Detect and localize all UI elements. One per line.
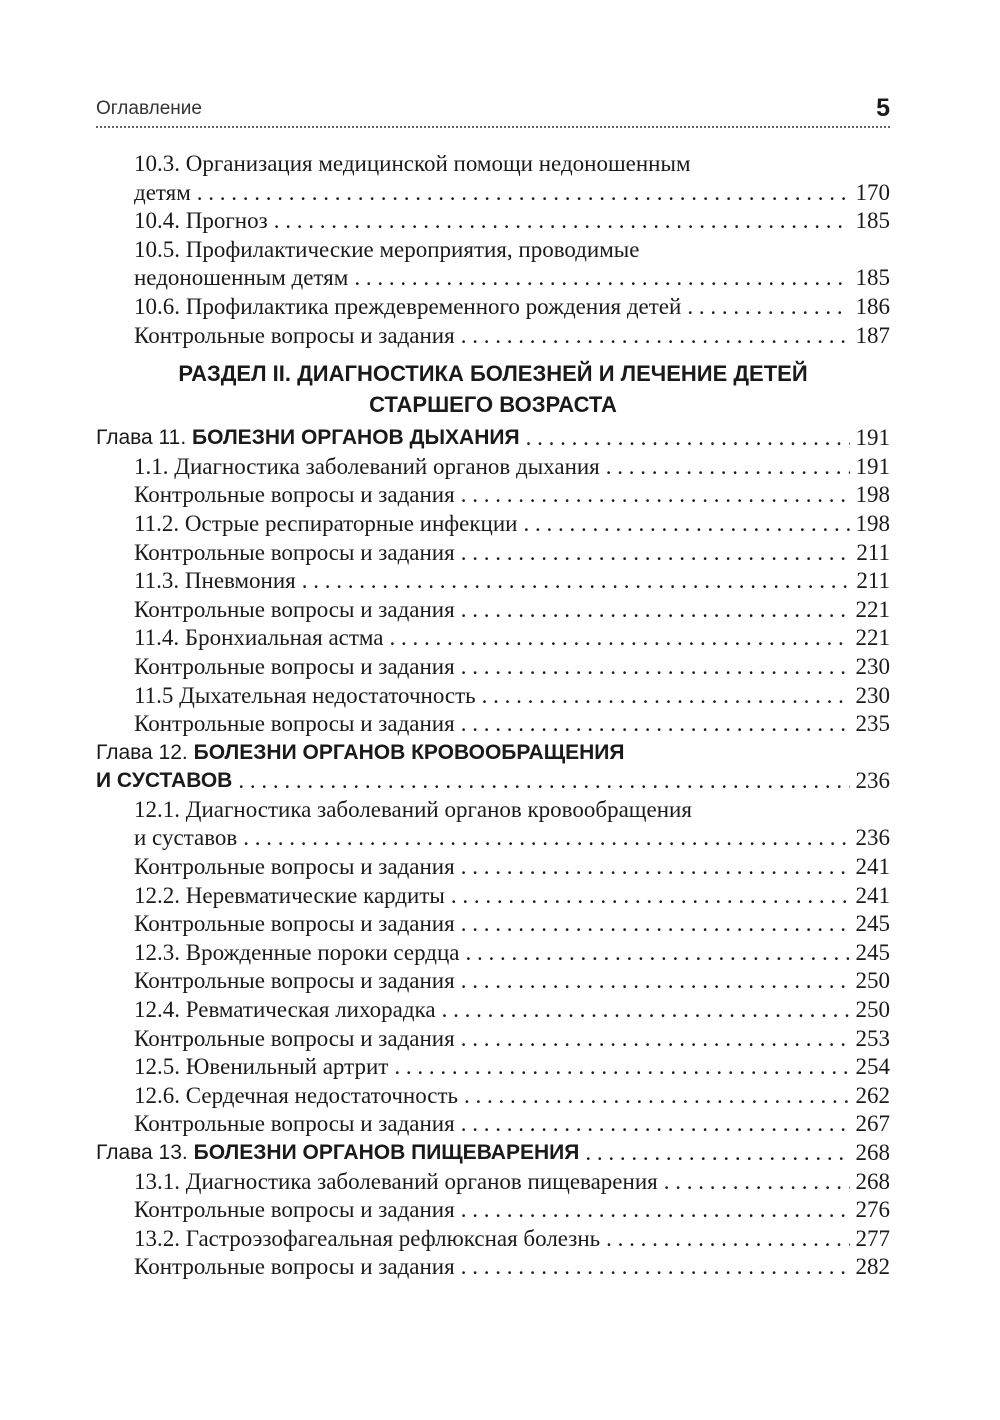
dot-leader — [461, 1025, 850, 1054]
dot-leader — [461, 910, 850, 939]
chapter-prefix: Глава 13. — [96, 1141, 188, 1164]
toc-entry-text: 11.3. Пневмония — [134, 568, 296, 594]
toc-entry — [96, 207, 890, 236]
toc-entry — [96, 624, 890, 653]
toc-entry — [96, 1053, 890, 1082]
toc-entry — [96, 824, 890, 853]
toc-entry — [96, 453, 890, 482]
toc-page-number: 241 — [855, 854, 890, 880]
dot-leader — [461, 596, 850, 625]
toc-entry-text: 13.1. Диагностика заболеваний органов пищеварения — [134, 1168, 658, 1194]
toc-entry-text: Контрольные вопросы и задания — [134, 539, 455, 565]
chapter-entry-line — [96, 739, 890, 768]
toc-page-number: 277 — [855, 1225, 890, 1251]
toc-entry — [96, 1082, 890, 1111]
dot-leader — [238, 767, 849, 796]
dot-leader — [461, 1110, 850, 1139]
dot-leader — [523, 510, 849, 539]
toc-entry-line — [96, 796, 890, 825]
toc-page-number: 187 — [855, 322, 890, 348]
toc-page-number: 230 — [855, 653, 890, 679]
toc-entry-text: 12.3. Врожденные пороки сердца — [134, 939, 460, 965]
toc-entry-text: Контрольные вопросы и задания — [134, 322, 455, 348]
toc-page-number: 185 — [855, 265, 890, 291]
chapter-entry — [96, 1139, 890, 1168]
toc-page-number: 191 — [855, 453, 890, 479]
running-head — [96, 94, 890, 134]
table-of-contents — [96, 150, 890, 1282]
toc-page-number: 236 — [855, 768, 890, 794]
toc-page-number: 250 — [855, 997, 890, 1023]
toc-page-number: 268 — [855, 1140, 890, 1165]
chapter-entry — [96, 767, 890, 796]
toc-entry — [96, 939, 890, 968]
toc-page-number: 235 — [855, 711, 890, 737]
toc-entry — [96, 853, 890, 882]
dot-leader — [461, 853, 850, 882]
dot-leader — [461, 967, 850, 996]
section-heading — [96, 350, 890, 424]
toc-entry-text: 11.2. Острые респираторные инфекции — [134, 510, 518, 536]
toc-entry — [96, 264, 890, 293]
dot-leader — [461, 653, 850, 682]
toc-entry-text: 11.5 Дыхательная недостаточность — [134, 682, 476, 708]
dot-leader — [585, 1139, 849, 1168]
dot-leader — [664, 1168, 850, 1197]
toc-entry-text: 12.5. Ювенильный артрит — [134, 1054, 389, 1080]
running-head-title: Оглавление — [96, 98, 202, 119]
toc-entry-line — [96, 150, 890, 179]
dot-leader — [461, 1253, 850, 1282]
section-heading-line: СТАРШЕГО ВОЗРАСТА — [369, 392, 617, 418]
toc-entry-text: 12.6. Сердечная недостаточность — [134, 1082, 459, 1108]
chapter-prefix: Глава 11. — [96, 426, 187, 450]
toc-entry-text: детям — [134, 179, 191, 205]
toc-page-number: 198 — [855, 482, 890, 508]
toc-entry — [96, 596, 890, 625]
toc-entry — [96, 682, 890, 711]
toc-page-number: 276 — [855, 1197, 890, 1223]
dot-leader — [442, 996, 850, 1025]
dot-leader — [461, 1196, 850, 1225]
toc-page-number: 254 — [855, 1054, 890, 1080]
toc-entry — [96, 996, 890, 1025]
toc-entry-text: Контрольные вопросы и задания — [134, 854, 455, 880]
chapter-title: БОЛЕЗНИ ОРГАНОВ КРОВООБРАЩЕНИЯ — [193, 740, 625, 764]
toc-page-number: 221 — [855, 596, 890, 622]
dotted-rule — [96, 126, 890, 128]
toc-entry — [96, 1225, 890, 1254]
book-page — [96, 0, 890, 1420]
dot-leader — [466, 939, 850, 968]
toc-entry — [96, 539, 890, 568]
toc-page-number: 262 — [855, 1082, 890, 1108]
dot-leader — [302, 567, 851, 596]
toc-page-number: 185 — [855, 208, 890, 234]
toc-entry-text: 10.5. Профилактические мероприятия, проводимые — [134, 236, 640, 262]
toc-page-number: 221 — [855, 625, 890, 651]
toc-page-number: 245 — [855, 939, 890, 965]
dot-leader — [461, 710, 850, 739]
toc-entry-text: Контрольные вопросы и задания — [134, 911, 455, 937]
toc-page-number: 186 — [855, 293, 890, 319]
dot-leader — [274, 207, 850, 236]
toc-entry-text: 12.1. Диагностика заболеваний органов кровообращения — [134, 796, 692, 822]
toc-entry-text: Контрольные вопросы и задания — [134, 1254, 455, 1280]
toc-entry-text: 10.6. Профилактика преждевременного рождения детей — [134, 293, 682, 319]
section-heading-line: РАЗДЕЛ II. ДИАГНОСТИКА БОЛЕЗНЕЙ И ЛЕЧЕНИЕ ДЕТЕЙ — [178, 361, 808, 387]
dot-leader — [526, 424, 850, 453]
toc-entry-text: 12.2. Неревматические кардиты — [134, 882, 445, 908]
toc-page-number: 268 — [855, 1168, 890, 1194]
dot-leader — [461, 539, 851, 568]
dot-leader — [394, 1053, 849, 1082]
toc-entry-text: Контрольные вопросы и задания — [134, 653, 455, 679]
toc-entry — [96, 322, 890, 351]
toc-entry — [96, 293, 890, 322]
toc-page-number: 211 — [856, 568, 890, 594]
toc-entry — [96, 1168, 890, 1197]
toc-entry — [96, 1025, 890, 1054]
chapter-title: БОЛЕЗНИ ОРГАНОВ ДЫХАНИЯ — [192, 426, 520, 450]
chapter-entry — [96, 424, 890, 453]
dot-leader — [390, 624, 850, 653]
chapter-prefix: Глава 12. — [96, 740, 188, 764]
dot-leader — [606, 1225, 849, 1254]
toc-page-number: 250 — [855, 968, 890, 994]
toc-entry-text: Контрольные вопросы и задания — [134, 482, 455, 508]
chapter-title-continued: И СУСТАВОВ — [96, 769, 233, 793]
toc-entry-text: и суставов — [134, 825, 238, 851]
toc-entry-text: Контрольные вопросы и задания — [134, 1025, 455, 1051]
toc-entry — [96, 710, 890, 739]
toc-page-number: 211 — [856, 539, 890, 565]
dot-leader — [451, 882, 850, 911]
toc-entry — [96, 967, 890, 996]
toc-entry — [96, 179, 890, 208]
dot-leader — [461, 481, 850, 510]
dot-leader — [354, 264, 849, 293]
toc-entry-text: Контрольные вопросы и задания — [134, 1111, 455, 1137]
toc-page-number: 198 — [855, 510, 890, 536]
toc-entry — [96, 1110, 890, 1139]
page-number: 5 — [876, 94, 890, 122]
toc-entry-text: Контрольные вопросы и задания — [134, 1197, 455, 1223]
toc-page-number: 245 — [855, 911, 890, 937]
toc-entry-text: 13.2. Гастроэзофагеальная рефлюксная болезнь — [134, 1225, 601, 1251]
toc-entry-text: недоношенным детям — [134, 265, 349, 291]
toc-entry-text: 11.4. Бронхиальная астма — [134, 625, 384, 651]
dot-leader — [687, 293, 849, 322]
toc-entry-text: 12.4. Ревматическая лихорадка — [134, 997, 436, 1023]
toc-entry — [96, 567, 890, 596]
toc-entry — [96, 481, 890, 510]
dot-leader — [197, 179, 850, 208]
chapter-title: БОЛЕЗНИ ОРГАНОВ ПИЩЕВАРЕНИЯ — [193, 1141, 580, 1164]
toc-page-number: 267 — [855, 1111, 890, 1137]
toc-entry-line — [96, 236, 890, 265]
toc-entry — [96, 910, 890, 939]
dot-leader — [243, 824, 849, 853]
toc-entry — [96, 510, 890, 539]
toc-entry — [96, 653, 890, 682]
toc-entry-text: Контрольные вопросы и задания — [134, 711, 455, 737]
dot-leader — [606, 453, 850, 482]
toc-page-number: 191 — [855, 425, 890, 451]
toc-entry-text: 10.3. Организация медицинской помощи недоношенным — [134, 151, 691, 176]
toc-entry-text: Контрольные вопросы и задания — [134, 968, 455, 994]
toc-entry — [96, 882, 890, 911]
toc-page-number: 170 — [855, 179, 890, 205]
toc-entry-text: 10.4. Прогноз — [134, 208, 268, 234]
dot-leader — [461, 322, 850, 351]
toc-page-number: 253 — [855, 1025, 890, 1051]
toc-entry — [96, 1196, 890, 1225]
toc-page-number: 230 — [855, 682, 890, 708]
toc-entry — [96, 1253, 890, 1282]
dot-leader — [464, 1082, 849, 1111]
toc-page-number: 236 — [855, 825, 890, 851]
toc-page-number: 282 — [855, 1254, 890, 1280]
toc-entry-text: 1.1. Диагностика заболеваний органов дыхания — [134, 453, 600, 479]
dot-leader — [482, 682, 850, 711]
toc-page-number: 241 — [855, 882, 890, 908]
toc-entry-text: Контрольные вопросы и задания — [134, 596, 455, 622]
